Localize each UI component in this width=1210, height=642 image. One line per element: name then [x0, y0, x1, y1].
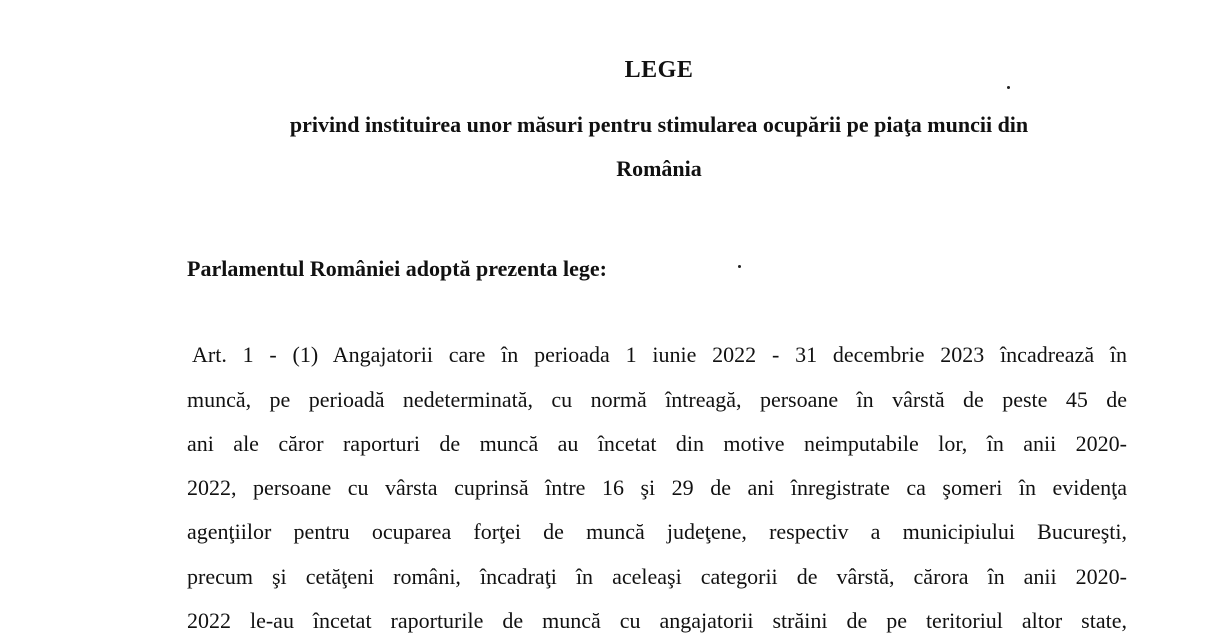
article-line: agenţiilor pentru ocuparea forţei de muncă judeţene, respectiv a municipiului Bucureşti, [187, 519, 1127, 544]
document-subtitle-line-1: privind instituirea unor măsuri pentru stimularea ocupării pe piaţa muncii din [289, 112, 1029, 137]
article-line: 2022 le-au încetat raporturile de muncă cu angajatorii străini de pe teritoriul altor state, [187, 608, 1127, 633]
scan-speck [738, 265, 741, 268]
preamble: Parlamentul României adoptă prezenta lege: [187, 256, 607, 281]
document-title: LEGE [624, 57, 694, 83]
article-line: muncă, pe perioadă nedeterminată, cu normă întreagă, persoane în vârstă de peste 45 de [187, 387, 1127, 412]
scan-speck [1007, 86, 1010, 89]
article-line: Art. 1 - (1) Angajatorii care în perioada 1 iunie 2022 - 31 decembrie 2023 încadrează în [192, 342, 1127, 367]
document-subtitle-line-2: România [616, 156, 702, 181]
article-line: ani ale căror raporturi de muncă au încetat din motive neimputabile lor, în anii 2020- [187, 431, 1127, 456]
article-line: precum şi cetăţeni români, încadraţi în aceleaşi categorii de vârstă, cărora în anii 2020- [187, 564, 1127, 589]
article-line: 2022, persoane cu vârsta cuprinsă între 16 şi 29 de ani înregistrate ca şomeri în evidenţa [187, 475, 1127, 500]
